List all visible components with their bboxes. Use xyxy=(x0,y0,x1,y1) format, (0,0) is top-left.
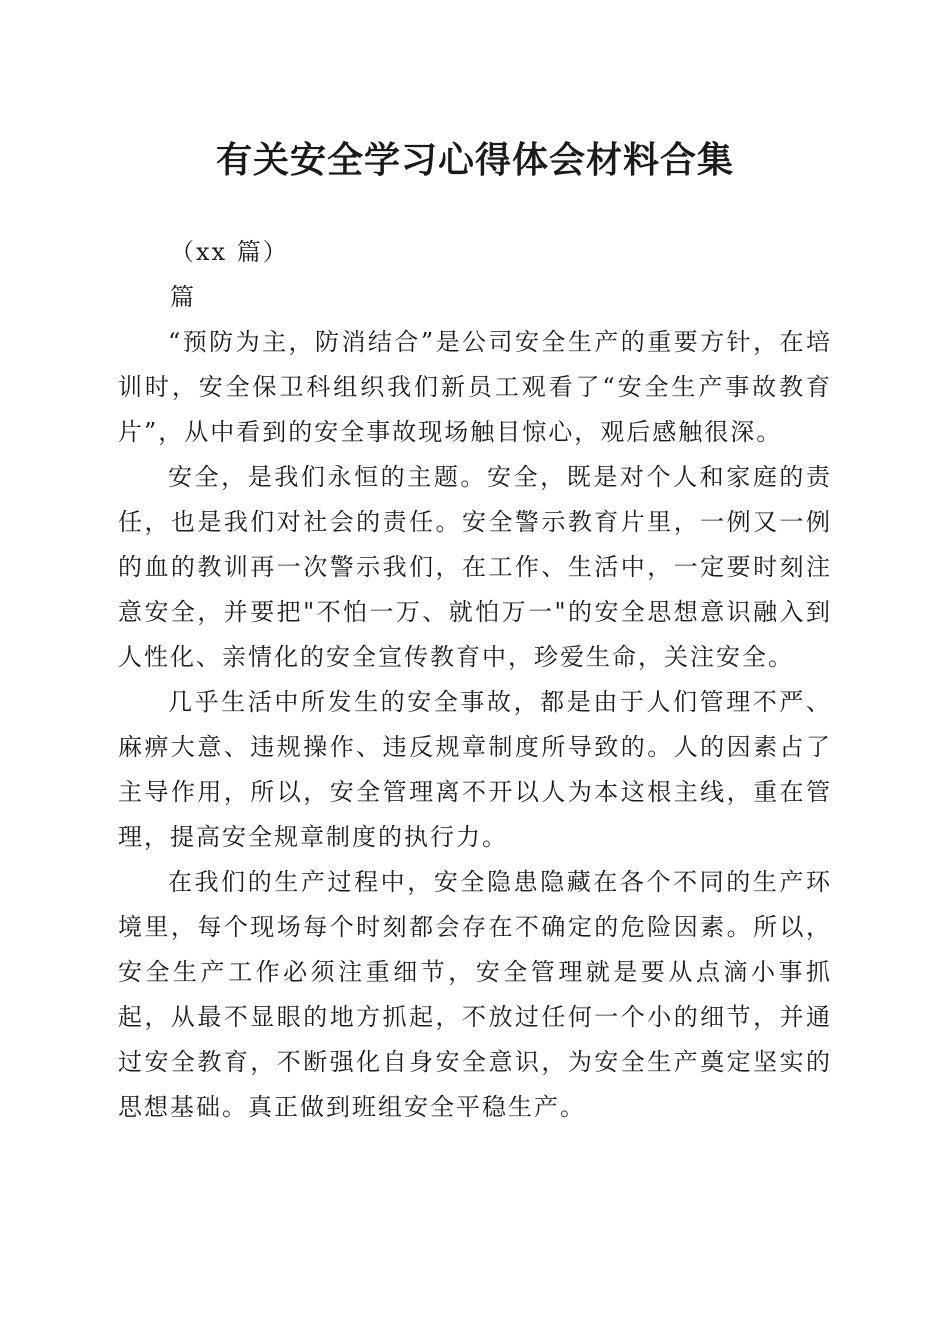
section-label: 篇 xyxy=(170,283,196,311)
document-title: 有关安全学习心得体会材料合集 xyxy=(215,139,734,181)
article-count-label: （xx 篇） xyxy=(170,238,289,266)
paragraph-1: “预防为主，防消结合”是公司安全生产的重要方针，在培训时，安全保卫科组织我们新员工观看了“安全生产事故教育片”，从中看到的安全事故现场触目惊心，观后感触很深。 xyxy=(118,328,832,446)
paragraph-2: 安全，是我们永恒的主题。安全，既是对个人和家庭的责任，也是我们对社会的责任。安全警示教育片里，一例又一例的血的教训再一次警示我们，在工作、生活中，一定要时刻注意安全，并要把"不怕一万、就怕万一"的安全思想意识融入到人性化、亲情化的安全宣传教育中，珍爱生命，关注安全。 xyxy=(118,463,832,671)
document-body xyxy=(118,230,832,1130)
paragraph-4: 在我们的生产过程中，安全隐患隐藏在各个不同的生产环境里，每个现场每个时刻都会存在不确定的危险因素。所以，安全生产工作必须注重细节，安全管理就是要从点滴小事抓起，从最不显眼的地方抓起，不放过任何一个小的细节，并通过安全教育，不断强化自身安全意识，为安全生产奠定坚实的思想基础。真正做到班组安全平稳生产。 xyxy=(118,868,832,1121)
paragraph-3: 几乎生活中所发生的安全事故，都是由于人们管理不严、麻痹大意、违规操作、违反规章制度所导致的。人的因素占了主导作用，所以，安全管理离不开以人为本这根主线，重在管理，提高安全规章制度的执行力。 xyxy=(118,688,832,851)
